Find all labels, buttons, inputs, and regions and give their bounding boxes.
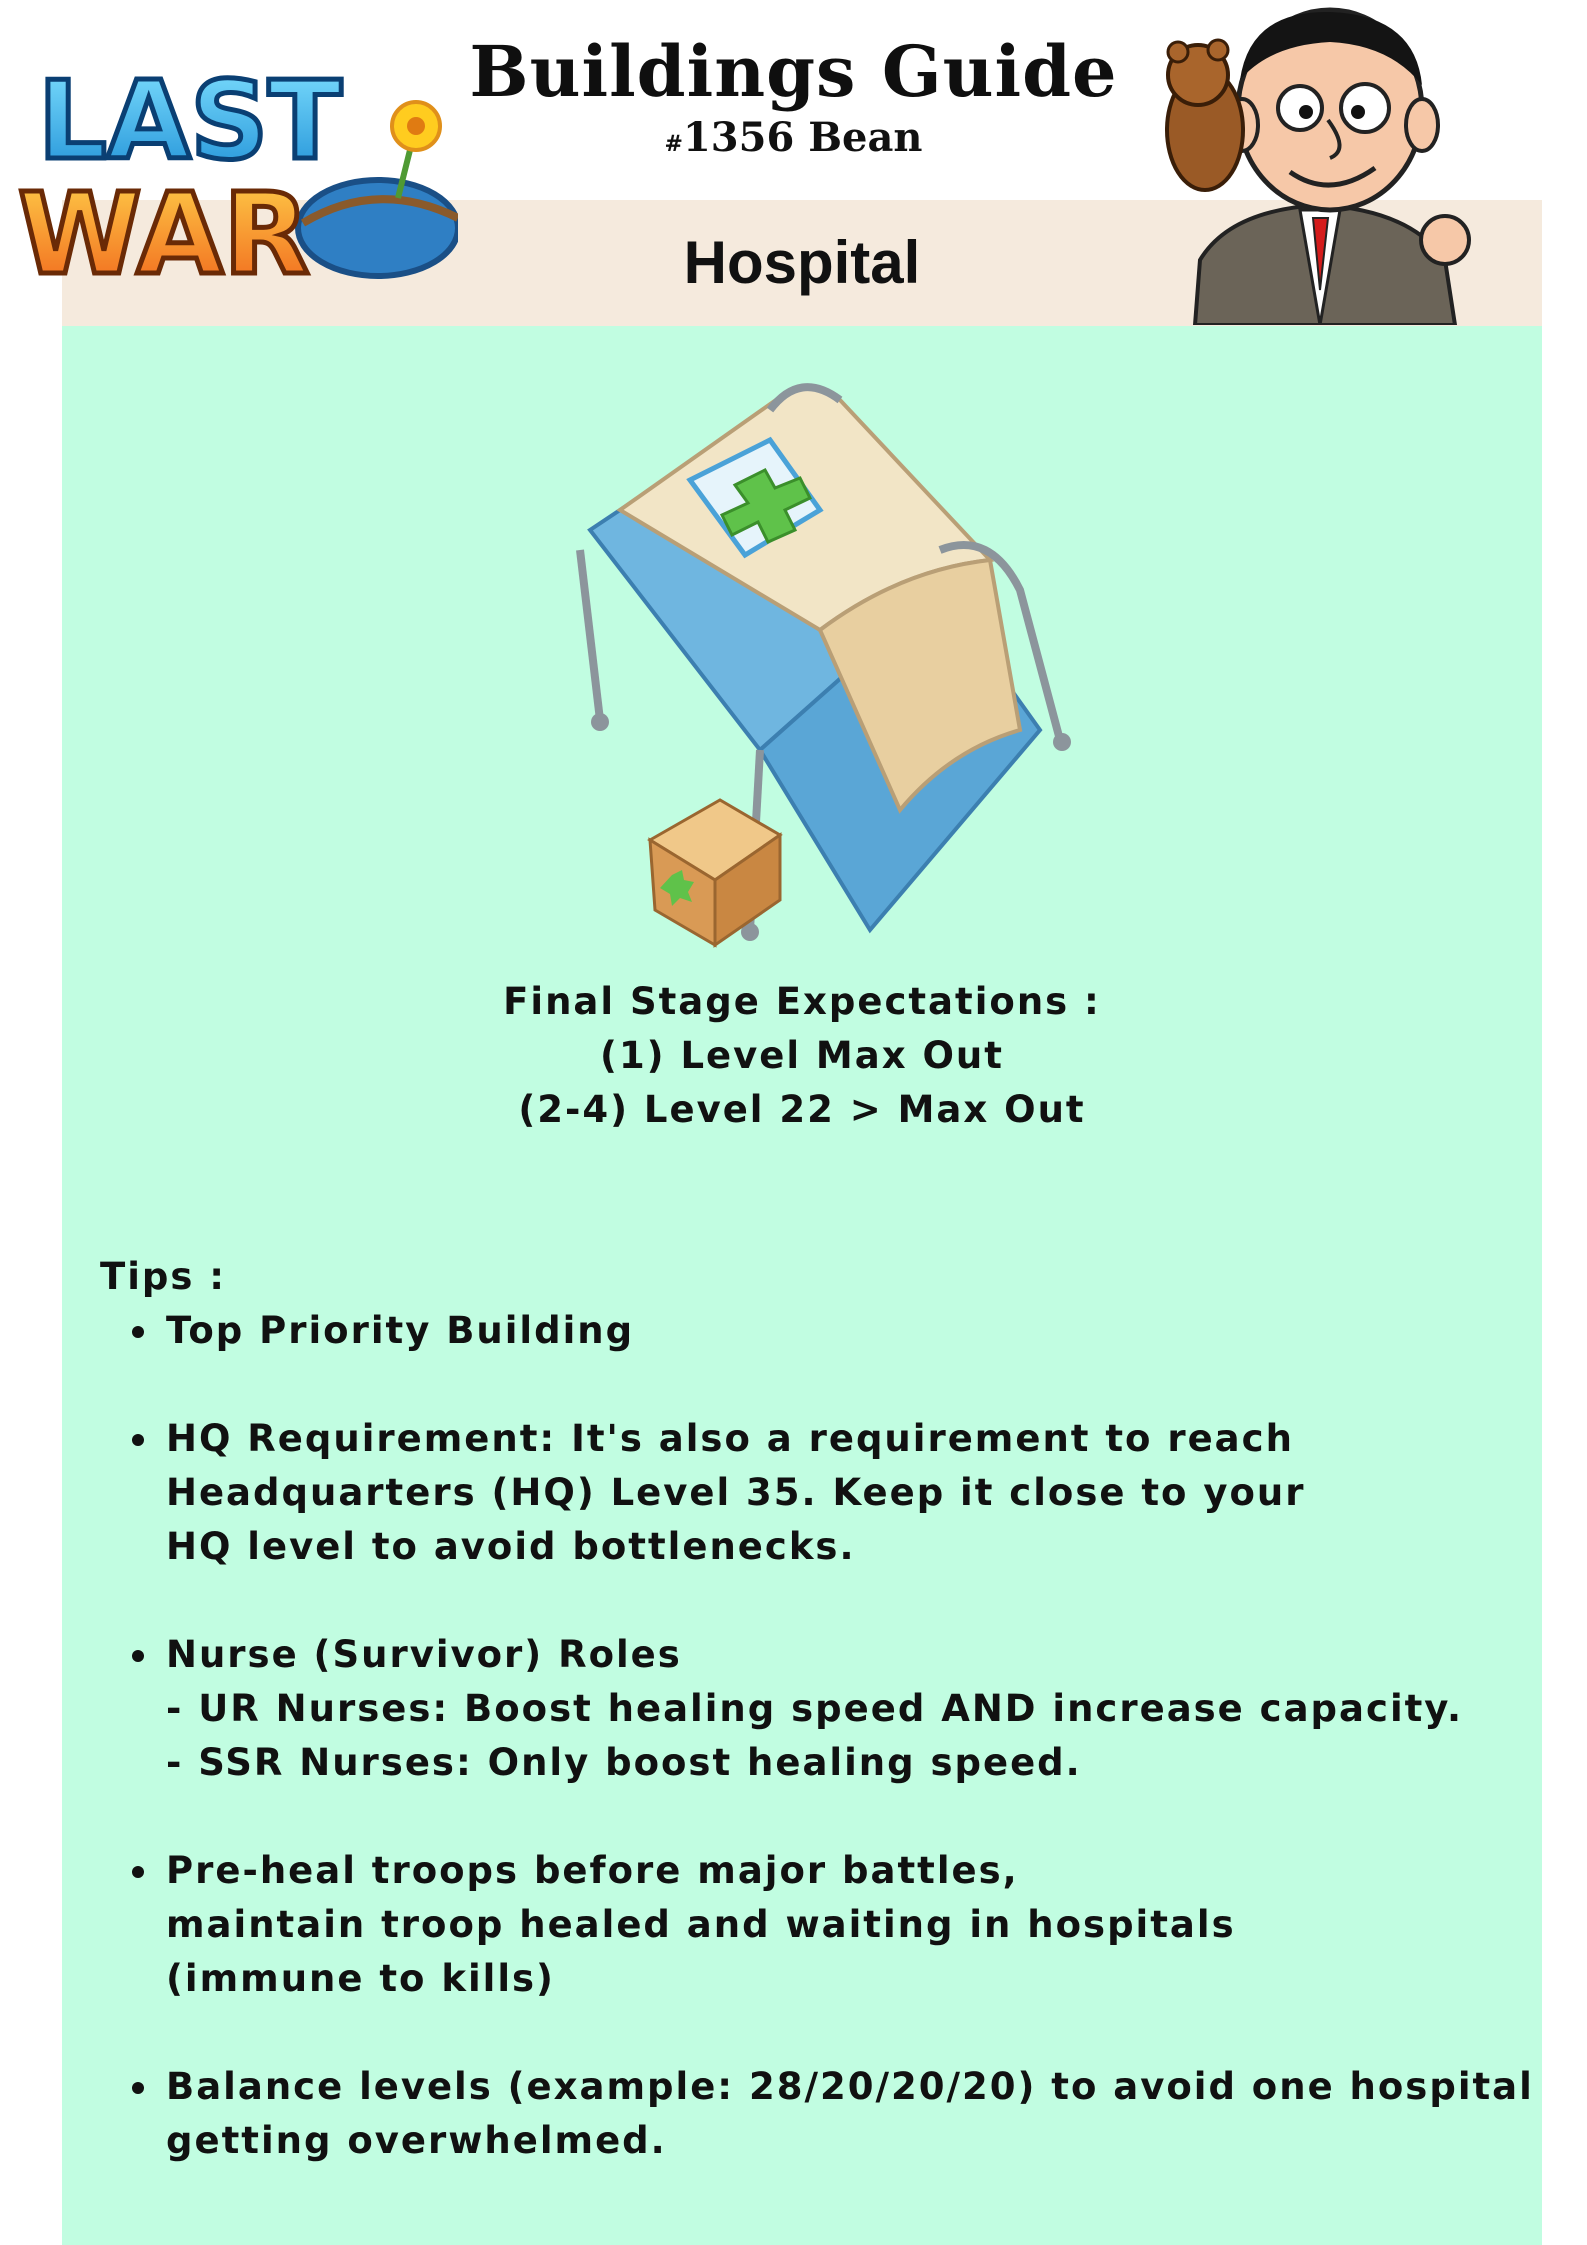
expectations-heading: Final Stage Expectations : (503, 980, 1101, 1023)
tip-line: getting overwhelmed. (166, 2119, 667, 2162)
page-title: Buildings Guide (469, 30, 1118, 113)
mr-bean-illustration (1160, 0, 1480, 325)
logo-text-bottom: WAR (18, 170, 310, 298)
tip-line: (immune to kills) (166, 1957, 555, 2000)
tip-line: HQ level to avoid bottlenecks. (166, 1525, 856, 1568)
hospital-tent-icon (520, 370, 1120, 970)
tip-line: Balance levels (example: 28/20/20/20) to avoid one hospital (166, 2065, 1534, 2108)
tips-heading: Tips : (100, 1255, 227, 1298)
bullet-icon (132, 1866, 144, 1878)
last-war-logo (18, 48, 458, 298)
section-title: Hospital (683, 229, 921, 296)
tip-item (100, 1304, 1500, 1358)
tip-item (100, 1412, 1500, 1574)
tip-line: - SSR Nurses: Only boost healing speed. (166, 1741, 1082, 1784)
bullet-icon (132, 1434, 144, 1446)
tip-line: Top Priority Building (166, 1309, 635, 1352)
tip-line: HQ Requirement: It's also a requirement to reach (166, 1417, 1294, 1460)
final-stage-expectations (62, 975, 1542, 1137)
bullet-icon (132, 2082, 144, 2094)
subtitle-hash: # (664, 131, 683, 157)
logo-text-top: LAST (38, 59, 342, 184)
subtitle-text: 1356 Bean (682, 114, 923, 161)
tip-item (100, 2060, 1534, 2168)
tip-line: Nurse (Survivor) Roles (166, 1633, 682, 1676)
tip-line: - UR Nurses: Boost healing speed AND increase capacity. (166, 1687, 1464, 1730)
bullet-icon (132, 1326, 144, 1338)
tip-line: Headquarters (HQ) Level 35. Keep it close to your (166, 1471, 1306, 1514)
expectation-line: (1) Level Max Out (600, 1034, 1004, 1077)
tip-line: Pre-heal troops before major battles, (166, 1849, 1019, 1892)
expectation-line: (2-4) Level 22 > Max Out (518, 1088, 1086, 1131)
bullet-icon (132, 1650, 144, 1662)
tips-section (100, 1250, 1534, 2168)
helmet-shape (298, 180, 458, 276)
tip-item (100, 1628, 1500, 1790)
tip-line: maintain troop healed and waiting in hospitals (166, 1903, 1236, 1946)
tip-item (100, 1844, 1500, 2006)
